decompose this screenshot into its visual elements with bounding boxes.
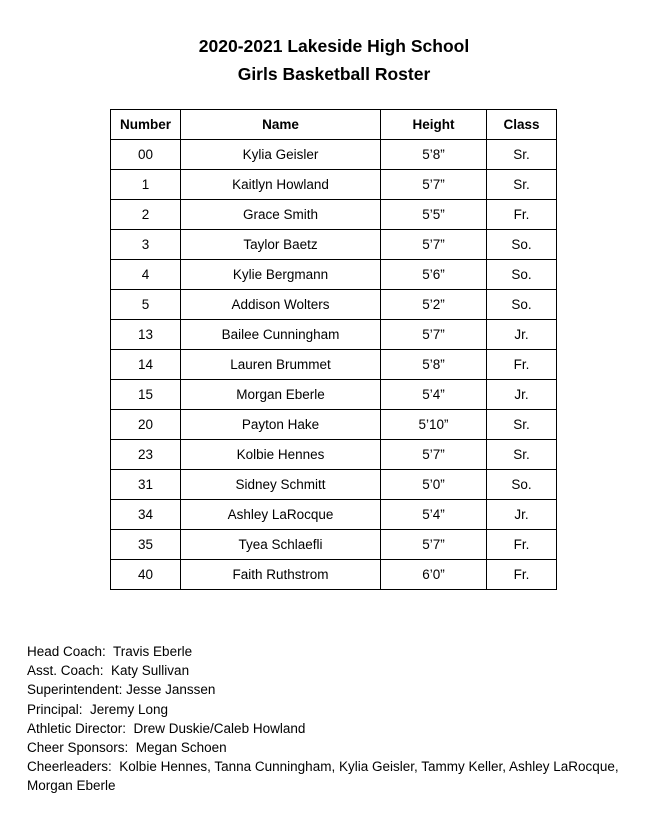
cell-number: 23 bbox=[111, 440, 181, 470]
cell-name: Morgan Eberle bbox=[181, 380, 381, 410]
page-title: 2020-2021 Lakeside High School bbox=[198, 36, 470, 56]
cell-class: So. bbox=[487, 230, 557, 260]
table-row bbox=[111, 140, 557, 170]
table-row bbox=[111, 560, 557, 590]
cell-number: 00 bbox=[111, 140, 181, 170]
cell-number: 35 bbox=[111, 530, 181, 560]
superintendent-line: Superintendent: Jesse Janssen bbox=[27, 682, 216, 698]
cell-height: 5’8” bbox=[381, 140, 487, 170]
staff-list bbox=[27, 642, 647, 796]
cell-height: 5’0” bbox=[381, 470, 487, 500]
principal-line: Principal: Jeremy Long bbox=[27, 701, 169, 717]
cell-number: 15 bbox=[111, 380, 181, 410]
cell-height: 5’7” bbox=[381, 440, 487, 470]
cell-number: 2 bbox=[111, 200, 181, 230]
table-row bbox=[111, 500, 557, 530]
cell-class: Sr. bbox=[487, 410, 557, 440]
cell-class: Sr. bbox=[487, 170, 557, 200]
column-header-class: Class bbox=[487, 110, 557, 140]
cell-height: 5’4” bbox=[381, 380, 487, 410]
cell-height: 5’6” bbox=[381, 260, 487, 290]
cell-number: 3 bbox=[111, 230, 181, 260]
table-row bbox=[111, 470, 557, 500]
cell-name: Bailee Cunningham bbox=[181, 320, 381, 350]
cell-name: Grace Smith bbox=[181, 200, 381, 230]
cell-number: 4 bbox=[111, 260, 181, 290]
cell-name: Addison Wolters bbox=[181, 290, 381, 320]
cell-height: 5’8” bbox=[381, 350, 487, 380]
cell-name: Kolbie Hennes bbox=[181, 440, 381, 470]
cheer-sponsors-line: Cheer Sponsors: Megan Schoen bbox=[27, 740, 227, 756]
cell-class: Sr. bbox=[487, 440, 557, 470]
cell-class: So. bbox=[487, 260, 557, 290]
table-row bbox=[111, 320, 557, 350]
cheerleaders-line: Cheerleaders: Kolbie Hennes, Tanna Cunningham, Kylia Geisler, Tammy Keller, Ashley LaRocque, Morgan Eberle bbox=[27, 759, 623, 794]
cell-class: Jr. bbox=[487, 320, 557, 350]
cell-class: So. bbox=[487, 470, 557, 500]
cell-number: 13 bbox=[111, 320, 181, 350]
cell-class: Fr. bbox=[487, 350, 557, 380]
cell-name: Sidney Schmitt bbox=[181, 470, 381, 500]
cell-number: 31 bbox=[111, 470, 181, 500]
cell-height: 6’0” bbox=[381, 560, 487, 590]
cell-name: Payton Hake bbox=[181, 410, 381, 440]
cell-height: 5’10” bbox=[381, 410, 487, 440]
cell-number: 34 bbox=[111, 500, 181, 530]
cell-name: Tyea Schlaefli bbox=[181, 530, 381, 560]
cell-name: Ashley LaRocque bbox=[181, 500, 381, 530]
cell-name: Kylie Bergmann bbox=[181, 260, 381, 290]
cell-name: Faith Ruthstrom bbox=[181, 560, 381, 590]
asst-coach-line: Asst. Coach: Katy Sullivan bbox=[27, 663, 190, 679]
cell-class: Jr. bbox=[487, 380, 557, 410]
cell-number: 14 bbox=[111, 350, 181, 380]
table-row bbox=[111, 230, 557, 260]
table-row bbox=[111, 200, 557, 230]
cell-number: 40 bbox=[111, 560, 181, 590]
cell-class: Sr. bbox=[487, 140, 557, 170]
roster-table bbox=[110, 109, 557, 590]
cell-class: Fr. bbox=[487, 200, 557, 230]
cell-name: Lauren Brummet bbox=[181, 350, 381, 380]
table-row bbox=[111, 530, 557, 560]
table-row bbox=[111, 410, 557, 440]
table-row bbox=[111, 440, 557, 470]
table-row bbox=[111, 350, 557, 380]
cell-number: 1 bbox=[111, 170, 181, 200]
cell-height: 5’4” bbox=[381, 500, 487, 530]
roster-header-row bbox=[111, 110, 557, 140]
cell-height: 5’7” bbox=[381, 230, 487, 260]
table-row bbox=[111, 260, 557, 290]
cell-height: 5’7” bbox=[381, 530, 487, 560]
cell-name: Taylor Baetz bbox=[181, 230, 381, 260]
cell-name: Kaitlyn Howland bbox=[181, 170, 381, 200]
cell-class: So. bbox=[487, 290, 557, 320]
cell-class: Jr. bbox=[487, 500, 557, 530]
cell-height: 5’5” bbox=[381, 200, 487, 230]
cell-number: 5 bbox=[111, 290, 181, 320]
column-header-height: Height bbox=[381, 110, 487, 140]
cell-number: 20 bbox=[111, 410, 181, 440]
page-subtitle: Girls Basketball Roster bbox=[237, 64, 431, 84]
cell-height: 5’2” bbox=[381, 290, 487, 320]
cell-name: Kylia Geisler bbox=[181, 140, 381, 170]
table-row bbox=[111, 380, 557, 410]
table-row bbox=[111, 290, 557, 320]
cell-class: Fr. bbox=[487, 560, 557, 590]
column-header-name: Name bbox=[181, 110, 381, 140]
cell-height: 5’7” bbox=[381, 320, 487, 350]
cell-class: Fr. bbox=[487, 530, 557, 560]
column-header-number: Number bbox=[111, 110, 181, 140]
athletic-director-line: Athletic Director: Drew Duskie/Caleb Howland bbox=[27, 720, 306, 736]
cell-height: 5’7” bbox=[381, 170, 487, 200]
head-coach-line: Head Coach: Travis Eberle bbox=[27, 644, 193, 659]
table-row bbox=[111, 170, 557, 200]
